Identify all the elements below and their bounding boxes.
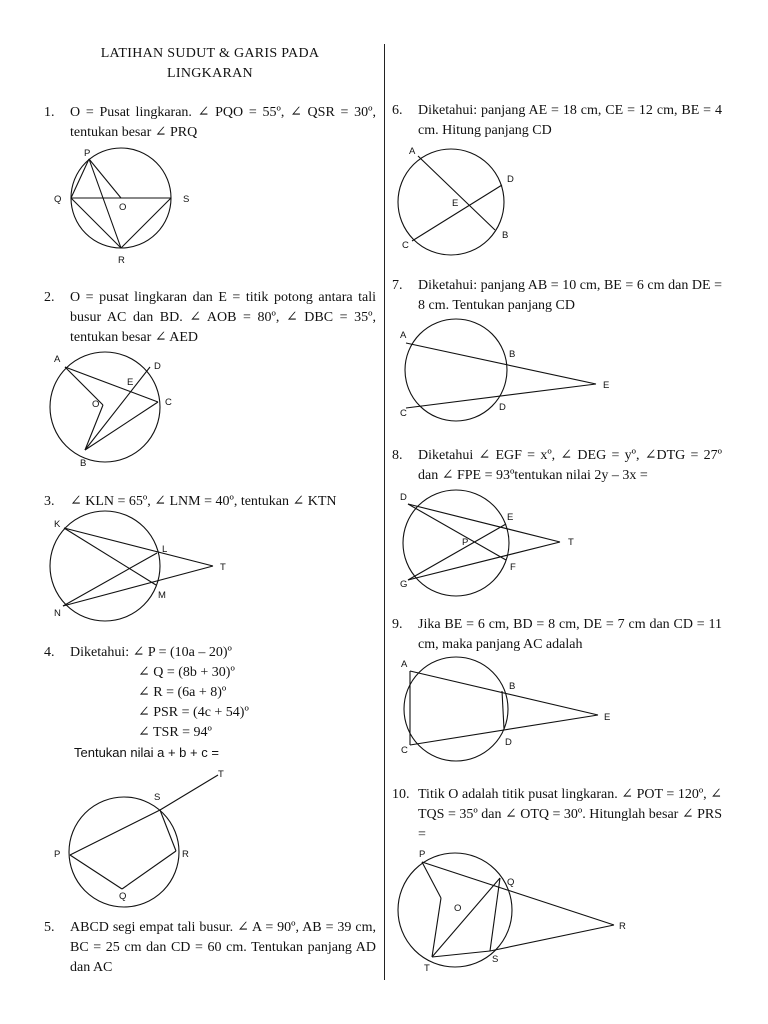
circle: [398, 149, 504, 255]
chord-rs: [121, 198, 171, 248]
given-line: Diketahui: ∠ P = (10a – 20)º: [70, 645, 232, 660]
label-m: M: [158, 590, 166, 601]
label-q: Q: [507, 877, 515, 888]
figure-q9-circle: [392, 655, 622, 765]
worksheet-title: [60, 44, 360, 84]
label-b: B: [502, 230, 509, 241]
label-p: P: [54, 849, 61, 860]
circle: [404, 657, 508, 761]
question-text: Jika BE = 6 cm, BD = 8 cm, DE = 7 cm dan CD = 11 cm, maka panjang AC adalah: [418, 617, 722, 652]
chord-ac: [65, 367, 158, 402]
question-2: [44, 288, 376, 348]
question-text: O = Pusat lingkaran. ∠ PQO = 55º, ∠ QSR = 30º, tentukan besar ∠ PRQ: [70, 105, 376, 140]
chord-qp: [70, 855, 122, 889]
question-number: 4.: [44, 645, 55, 660]
figure-q10-circle: [392, 845, 642, 975]
question-number: 3.: [44, 494, 55, 509]
chord-ps: [70, 810, 160, 855]
label-t: T: [220, 562, 226, 573]
label-a: A: [400, 330, 407, 341]
label-d: D: [507, 174, 514, 185]
question-7: [392, 276, 722, 316]
chord-pr: [89, 159, 121, 248]
label-e: E: [603, 380, 610, 391]
chord-ts: [432, 951, 490, 957]
question-number: 2.: [44, 290, 55, 305]
question-6: [392, 101, 722, 141]
chord-ab: [418, 156, 495, 230]
question-number: 6.: [392, 103, 403, 118]
question-number: 9.: [392, 617, 403, 632]
chord-bd: [502, 691, 504, 729]
given-line: ∠ Q = (8b + 30)º: [138, 665, 235, 680]
label-e: E: [507, 512, 514, 523]
label-r: R: [182, 849, 189, 860]
chord-tq: [432, 878, 500, 957]
label-o: O: [92, 399, 100, 410]
figure-q6-circle: [392, 140, 532, 260]
question-text: O = pusat lingkaran dan E = titik potong antara tali busur AC dan BD. ∠ AOB = 80º, ∠ DBC = 35º, tentukan besar ∠ AED: [70, 290, 376, 345]
question-5: [44, 918, 376, 978]
figure-q8-circle: [392, 488, 592, 598]
label-l: L: [162, 544, 168, 555]
radius-ob: [85, 405, 103, 450]
circle: [403, 490, 509, 596]
question-number: 8.: [392, 448, 403, 463]
label-s: S: [154, 792, 161, 803]
question-text: ∠ KLN = 65º, ∠ LNM = 40º, tentukan ∠ KTN: [70, 494, 337, 509]
label-c: C: [165, 397, 172, 408]
question-ask: Tentukan nilai a + b + c =: [74, 745, 219, 760]
label-d: D: [154, 361, 161, 372]
label-r: R: [118, 255, 125, 266]
label-b: B: [509, 681, 516, 692]
label-o: O: [454, 903, 462, 914]
label-t: T: [424, 963, 430, 974]
label-s: S: [183, 194, 190, 205]
figure-q1-circle: [40, 140, 220, 265]
question-given-list: [70, 643, 376, 743]
label-q: Q: [119, 891, 127, 902]
chord-nl: [63, 553, 157, 606]
given-line: ∠ PSR = (4c + 54)º: [138, 705, 249, 720]
secant-kt: [64, 528, 213, 566]
label-e: E: [604, 712, 611, 723]
chord-po: [89, 159, 121, 198]
given-line: ∠ R = (6a + 8)º: [138, 685, 227, 700]
label-b: B: [509, 349, 516, 360]
label-o: O: [119, 202, 127, 213]
chord-rq: [122, 851, 176, 889]
label-d: D: [499, 402, 506, 413]
label-p: P: [419, 849, 426, 860]
line-st: [160, 775, 218, 810]
figure-q3-circle: [40, 510, 240, 625]
question-number: 7.: [392, 278, 403, 293]
question-text: Titik O adalah titik pusat lingkaran. ∠ POT = 120º, ∠ TQS = 35º dan ∠ OTQ = 30º. Hitunglah besar ∠ PRS =: [418, 787, 722, 842]
label-t: T: [218, 769, 224, 780]
figure-q4-circle: [40, 765, 250, 900]
question-10: [392, 785, 722, 845]
label-p: P: [84, 148, 91, 159]
label-e: E: [452, 198, 459, 209]
secant-pr: [422, 862, 614, 925]
question-3: [44, 492, 376, 512]
label-c: C: [400, 408, 407, 419]
chord-km: [64, 528, 156, 585]
label-a: A: [54, 354, 61, 365]
label-c: C: [401, 745, 408, 756]
given-line: ∠ TSR = 94º: [138, 725, 212, 740]
question-text: ABCD segi empat tali busur. ∠ A = 90º, AB = 39 cm, BC = 25 cm dan CD = 60 cm. Tentukan panjang AD dan AC: [70, 920, 376, 975]
label-d: D: [400, 492, 407, 503]
chord-sr: [160, 810, 176, 851]
question-text: Diketahui: panjang AE = 18 cm, CE = 12 cm, BE = 4 cm. Hitung panjang CD: [418, 103, 722, 138]
secant-ae: [410, 671, 598, 715]
question-9: [392, 615, 722, 655]
label-t: T: [568, 537, 574, 548]
title-line-1: LATIHAN SUDUT & GARIS PADA: [100, 46, 320, 61]
label-p: P: [462, 537, 469, 548]
label-e: E: [127, 377, 134, 388]
label-r: R: [619, 921, 626, 932]
question-number: 1.: [44, 105, 55, 120]
title-line-2: LINGKARAN: [167, 66, 253, 81]
question-text: Diketahui ∠ EGF = xº, ∠ DEG = yº, ∠DTG = 27º dan ∠ FPE = 93ºtentukan nilai 2y – 3x =: [418, 448, 722, 483]
label-k: K: [54, 519, 61, 530]
column-divider: [384, 44, 385, 980]
label-n: N: [54, 608, 61, 619]
question-text: Diketahui: panjang AB = 10 cm, BE = 6 cm dan DE = 8 cm. Tentukan panjang CD: [418, 278, 722, 313]
question-number: 10.: [392, 787, 410, 802]
question-1: [44, 103, 376, 143]
label-c: C: [402, 240, 409, 251]
question-8: [392, 446, 722, 486]
label-s: S: [492, 954, 499, 965]
label-d: D: [505, 737, 512, 748]
secant-nt: [63, 566, 213, 606]
label-g: G: [400, 579, 408, 590]
label-a: A: [409, 146, 416, 157]
secant-ae: [406, 343, 596, 384]
label-q: Q: [54, 194, 62, 205]
chord-pq: [71, 159, 89, 198]
figure-q7-circle: [392, 318, 622, 423]
question-4: [44, 643, 376, 763]
label-f: F: [510, 562, 516, 573]
chord-qr: [71, 198, 121, 248]
label-b: B: [80, 458, 87, 469]
question-number: 5.: [44, 920, 55, 935]
figure-q2-circle: [40, 350, 220, 475]
label-a: A: [401, 659, 408, 670]
chord-qs: [490, 878, 500, 951]
